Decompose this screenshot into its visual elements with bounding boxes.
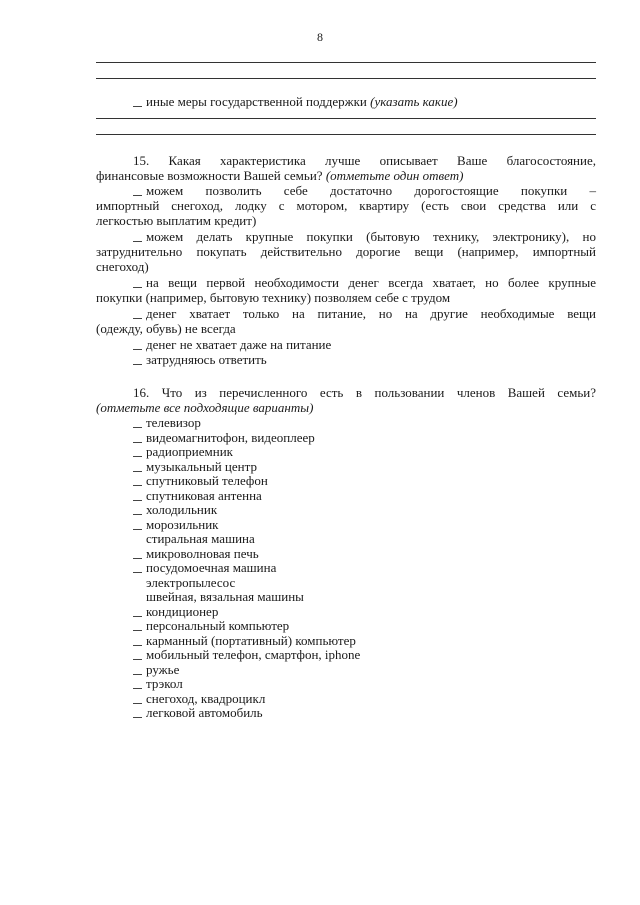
item-label: кондиционер (146, 603, 219, 619)
item-label: стиральная машина (146, 531, 255, 546)
item-label: музыкальный центр (146, 458, 257, 474)
item-label: трэкол (146, 676, 183, 691)
item-label: легковой автомобиль (146, 705, 263, 720)
item-label: персональный компьютер (146, 618, 290, 633)
q16-item[interactable] (133, 546, 259, 561)
q16-title-line1: 16. Что из перечисленного есть в пользовании членов Вашей семьи? (133, 385, 596, 400)
checkbox[interactable] (133, 520, 142, 530)
q16-item[interactable] (133, 430, 315, 445)
q16-item[interactable] (133, 691, 265, 706)
checkbox[interactable] (133, 278, 142, 288)
q15-option-2-cont: затруднительно покупать действительно дорогие вещи (например, импортный (96, 244, 596, 259)
checkbox[interactable] (133, 340, 142, 350)
checkbox[interactable] (133, 679, 142, 689)
item-label: холодильник (146, 502, 218, 517)
item-label: видеомагнитофон, видеоплеер (146, 429, 315, 445)
checkbox[interactable] (133, 563, 142, 573)
q15-option-3-cont: покупки (например, бытовую технику) позволяем себе с трудом (96, 290, 451, 305)
q16-item[interactable] (133, 560, 276, 575)
item-label: снегоход, квадроцикл (146, 690, 266, 706)
checkbox[interactable] (133, 462, 142, 472)
q16-item[interactable] (133, 676, 183, 691)
item-label: швейная, вязальная машины (146, 589, 304, 604)
option-label: на вещи первой необходимости денег всегда хватает, но более крупные (146, 275, 596, 290)
answer-line (96, 78, 596, 79)
item-label: карманный (портативный) компьютер (146, 632, 356, 648)
q15-option-2-cont: снегоход) (96, 259, 149, 274)
item-label: мобильный телефон, смартфон, iphone (146, 647, 361, 662)
q16-item[interactable] (133, 502, 217, 517)
q15-title-text: финансовые возможности Вашей семьи? (96, 168, 323, 183)
option-label: денег хватает только на питание, но на другие необходимые вещи (146, 306, 596, 321)
q16-item[interactable] (133, 575, 235, 590)
q15-option-4-cont: (одежду, обувь) не всегда (96, 321, 236, 336)
checkbox[interactable] (133, 708, 142, 718)
checkbox[interactable] (133, 621, 142, 631)
item-label: микроволновая печь (146, 545, 259, 561)
q15-title-line2 (96, 168, 463, 183)
q15-option-1-cont: легкостью выплатим кредит) (96, 213, 257, 228)
item-label: морозильник (146, 516, 219, 532)
answer-line (96, 62, 596, 63)
q16-item[interactable] (133, 517, 218, 532)
checkbox[interactable] (133, 694, 142, 704)
checkbox[interactable] (133, 665, 142, 675)
page-number: 8 (317, 30, 323, 44)
checkbox[interactable] (133, 505, 142, 515)
checkbox[interactable] (133, 549, 142, 559)
checkbox[interactable] (133, 636, 142, 646)
item-label: спутниковая антенна (146, 487, 262, 503)
option-label: можем позволить себе достаточно дорогостоящие покупки – (146, 183, 596, 198)
checkbox[interactable] (133, 97, 142, 107)
q16-item[interactable] (133, 473, 268, 488)
option-label: можем делать крупные покупки (бытовую технику, электронику), но (146, 229, 596, 244)
item-label: спутниковый телефон (146, 473, 268, 488)
option-label: затрудняюсь ответить (146, 352, 267, 367)
q15-option-3[interactable] (133, 275, 596, 290)
option-label: денег не хватает даже на питание (146, 337, 332, 352)
option-hint: (указать какие) (370, 94, 458, 109)
q15-option-1-cont: импортный снегоход, лодку с мотором, квартиру (есть свои средства или с (96, 198, 596, 213)
q15-option-4[interactable] (133, 306, 596, 321)
checkbox[interactable] (133, 447, 142, 457)
q15-option-6[interactable] (133, 352, 267, 367)
answer-line (96, 118, 596, 119)
checkbox[interactable] (133, 232, 142, 242)
checkbox[interactable] (133, 607, 142, 617)
checkbox[interactable] (133, 355, 142, 365)
checkbox[interactable] (133, 491, 142, 501)
q16-item[interactable] (133, 618, 289, 633)
item-label: радиоприемник (146, 444, 233, 459)
item-label: электропылесос (146, 574, 236, 590)
item-label: ружье (146, 661, 180, 677)
checkbox[interactable] (133, 433, 142, 443)
q16-item[interactable] (133, 633, 356, 648)
q16-item[interactable] (133, 531, 255, 546)
q15-option-5[interactable] (133, 337, 331, 352)
q16-hint: (отметьте все подходящие варианты) (96, 400, 314, 415)
q16-item[interactable] (133, 662, 179, 677)
item-label: посудомоечная машина (146, 560, 277, 575)
q16-item[interactable] (133, 604, 218, 619)
q16-item[interactable] (133, 459, 257, 474)
checkbox[interactable] (133, 650, 142, 660)
option-label: иные меры государственной поддержки (146, 94, 367, 109)
q16-item[interactable] (133, 589, 304, 604)
q16-item[interactable] (133, 705, 263, 720)
checkbox[interactable] (133, 476, 142, 486)
q16-item[interactable] (133, 647, 360, 662)
q16-item[interactable] (133, 488, 262, 503)
checkbox[interactable] (133, 418, 142, 428)
q15-option-1[interactable] (133, 183, 596, 198)
q15-hint: (отметьте один ответ) (325, 168, 464, 183)
option-other-support[interactable] (133, 94, 458, 109)
q16-item[interactable] (133, 444, 233, 459)
checkbox[interactable] (133, 309, 142, 319)
answer-line (96, 134, 596, 135)
item-label: телевизор (146, 415, 201, 430)
checkbox[interactable] (133, 186, 142, 196)
q16-item[interactable] (133, 415, 201, 430)
q15-option-2[interactable] (133, 229, 596, 244)
q15-title-line1: 15. Какая характеристика лучше описывает Ваше благосостояние, (133, 153, 596, 168)
